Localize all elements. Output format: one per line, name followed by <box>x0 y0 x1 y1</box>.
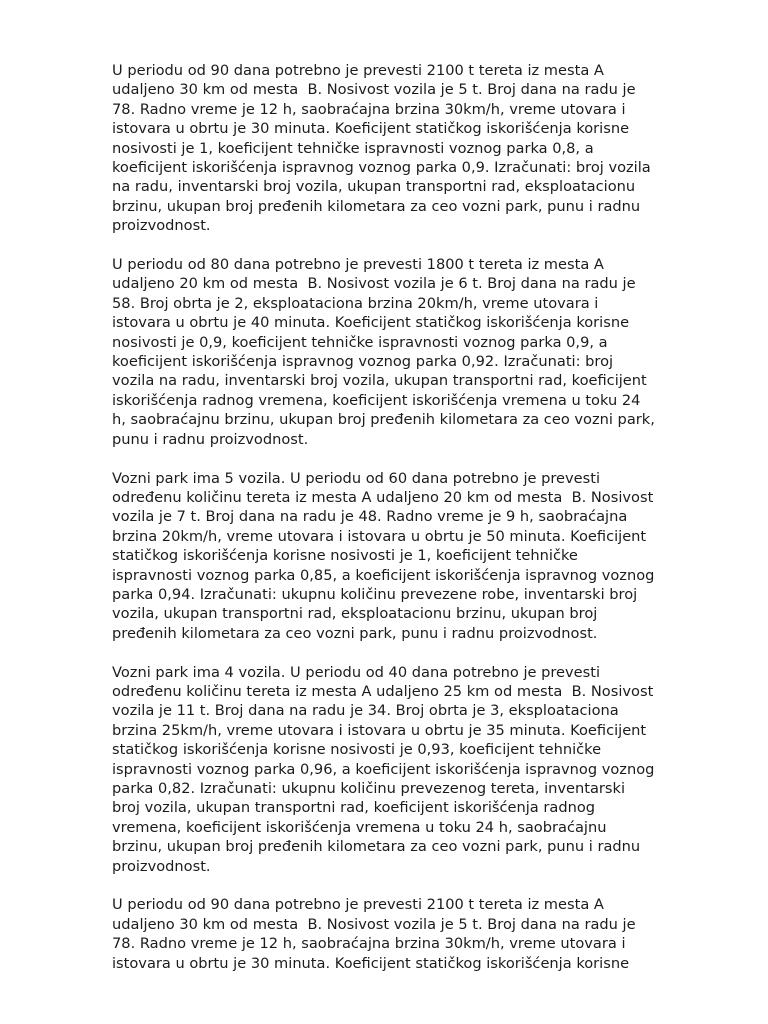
problem-paragraph-4 <box>112 663 660 876</box>
text-line: proizvodnost. <box>112 857 211 875</box>
problem-paragraph-1 <box>112 61 660 236</box>
text-line: na radu, inventarski broj vozila, ukupan transportni rad, eksploatacionu <box>112 178 636 196</box>
text-line: parka 0,82. Izračunati: ukupnu količinu prevezenog tereta, inventarski <box>112 779 626 797</box>
text-line: istovara u obrtu je 30 minuta. Koeficijent statičkog iskorišćenja korisne <box>112 120 630 138</box>
text-line: punu i radnu proizvodnost. <box>112 430 309 448</box>
problem-paragraph-3 <box>112 469 660 644</box>
text-line: ispravnosti voznog parka 0,85, a koeficijent iskorišćenja ispravnog voznog <box>112 566 655 584</box>
text-line: određenu količinu tereta iz mesta A udaljeno 20 km od mesta B. Nosivost <box>112 488 654 506</box>
text-line: vozila na radu, inventarski broj vozila, ukupan transportni rad, koeficijent <box>112 372 647 390</box>
text-line: 78. Radno vreme je 12 h, saobraćajna brzina 30km/h, vreme utovara i <box>112 935 626 953</box>
text-line: brzina 20km/h, vreme utovara i istovara u obrtu je 50 minuta. Koeficijent <box>112 527 647 545</box>
text-line: broj vozila, ukupan transportni rad, koeficijent iskorišćenja radnog <box>112 799 596 817</box>
text-line: statičkog iskorišćenja korisne nosivosti je 1, koeficijent tehničke <box>112 547 578 565</box>
text-line: 58. Broj obrta je 2, eksploataciona brzina 20km/h, vreme utovara i <box>112 294 599 312</box>
text-line: udaljeno 30 km od mesta B. Nosivost vozila je 5 t. Broj dana na radu je <box>112 915 636 933</box>
text-line: nosivosti je 0,9, koeficijent tehničke ispravnosti voznog parka 0,9, a <box>112 333 608 351</box>
problem-paragraph-2 <box>112 255 660 449</box>
text-line: U periodu od 90 dana potrebno je prevesti 2100 t tereta iz mesta A <box>112 896 604 914</box>
text-line: udaljeno 30 km od mesta B. Nosivost vozila je 5 t. Broj dana na radu je <box>112 81 636 99</box>
text-line: vozila je 7 t. Broj dana na radu je 48. Radno vreme je 9 h, saobraćajna <box>112 508 628 526</box>
text-line: brzinu, ukupan broj pređenih kilometara za ceo vozni park, punu i radnu <box>112 197 641 215</box>
text-line: brzinu, ukupan broj pređenih kilometara za ceo vozni park, punu i radnu <box>112 838 641 856</box>
text-line: brzina 25km/h, vreme utovara i istovara u obrtu je 35 minuta. Koeficijent <box>112 721 647 739</box>
text-line: proizvodnost. <box>112 217 211 235</box>
text-line: vozila je 11 t. Broj dana na radu je 34. Broj obrta je 3, eksploataciona <box>112 702 619 720</box>
text-line: Vozni park ima 4 vozila. U periodu od 40 dana potrebno je prevesti <box>112 663 601 681</box>
text-line: udaljeno 20 km od mesta B. Nosivost vozila je 6 t. Broj dana na radu je <box>112 275 636 293</box>
text-line: parka 0,94. Izračunati: ukupnu količinu prevezene robe, inventarski broj <box>112 585 638 603</box>
text-line: pređenih kilometara za ceo vozni park, punu i radnu proizvodnost. <box>112 624 598 642</box>
text-line: h, saobraćajnu brzinu, ukupan broj pređenih kilometara za ceo vozni park, <box>112 411 655 429</box>
text-line: 78. Radno vreme je 12 h, saobraćajna brzina 30km/h, vreme utovara i <box>112 100 626 118</box>
text-line: U periodu od 90 dana potrebno je prevesti 2100 t tereta iz mesta A <box>112 62 604 79</box>
document-body <box>112 61 660 992</box>
text-line: nosivosti je 1, koeficijent tehničke ispravnosti voznog parka 0,8, a <box>112 139 594 157</box>
text-line: iskorišćenja radnog vremena, koeficijent iskorišćenja vremena u toku 24 <box>112 391 641 409</box>
text-line: koeficijent iskorišćenja ispravnog voznog parka 0,9. Izračunati: broj vozila <box>112 159 651 177</box>
text-line: vremena, koeficijent iskorišćenja vremena u toku 24 h, saobraćajnu <box>112 818 607 836</box>
text-line: vozila, ukupan transportni rad, eksploatacionu brzinu, ukupan broj <box>112 605 598 623</box>
text-line: određenu količinu tereta iz mesta A udaljeno 25 km od mesta B. Nosivost <box>112 682 654 700</box>
problem-paragraph-5 <box>112 895 660 973</box>
text-line: U periodu od 80 dana potrebno je prevesti 1800 t tereta iz mesta A <box>112 256 604 274</box>
text-line: istovara u obrtu je 30 minuta. Koeficijent statičkog iskorišćenja korisne <box>112 954 630 972</box>
text-line: Vozni park ima 5 vozila. U periodu od 60 dana potrebno je prevesti <box>112 469 601 487</box>
text-line: istovara u obrtu je 40 minuta. Koeficijent statičkog iskorišćenja korisne <box>112 314 630 332</box>
text-line: ispravnosti voznog parka 0,96, a koeficijent iskorišćenja ispravnog voznog <box>112 760 655 778</box>
text-line: statičkog iskorišćenja korisne nosivosti je 0,93, koeficijent tehničke <box>112 741 602 759</box>
text-line: koeficijent iskorišćenja ispravnog voznog parka 0,92. Izračunati: broj <box>112 353 614 371</box>
